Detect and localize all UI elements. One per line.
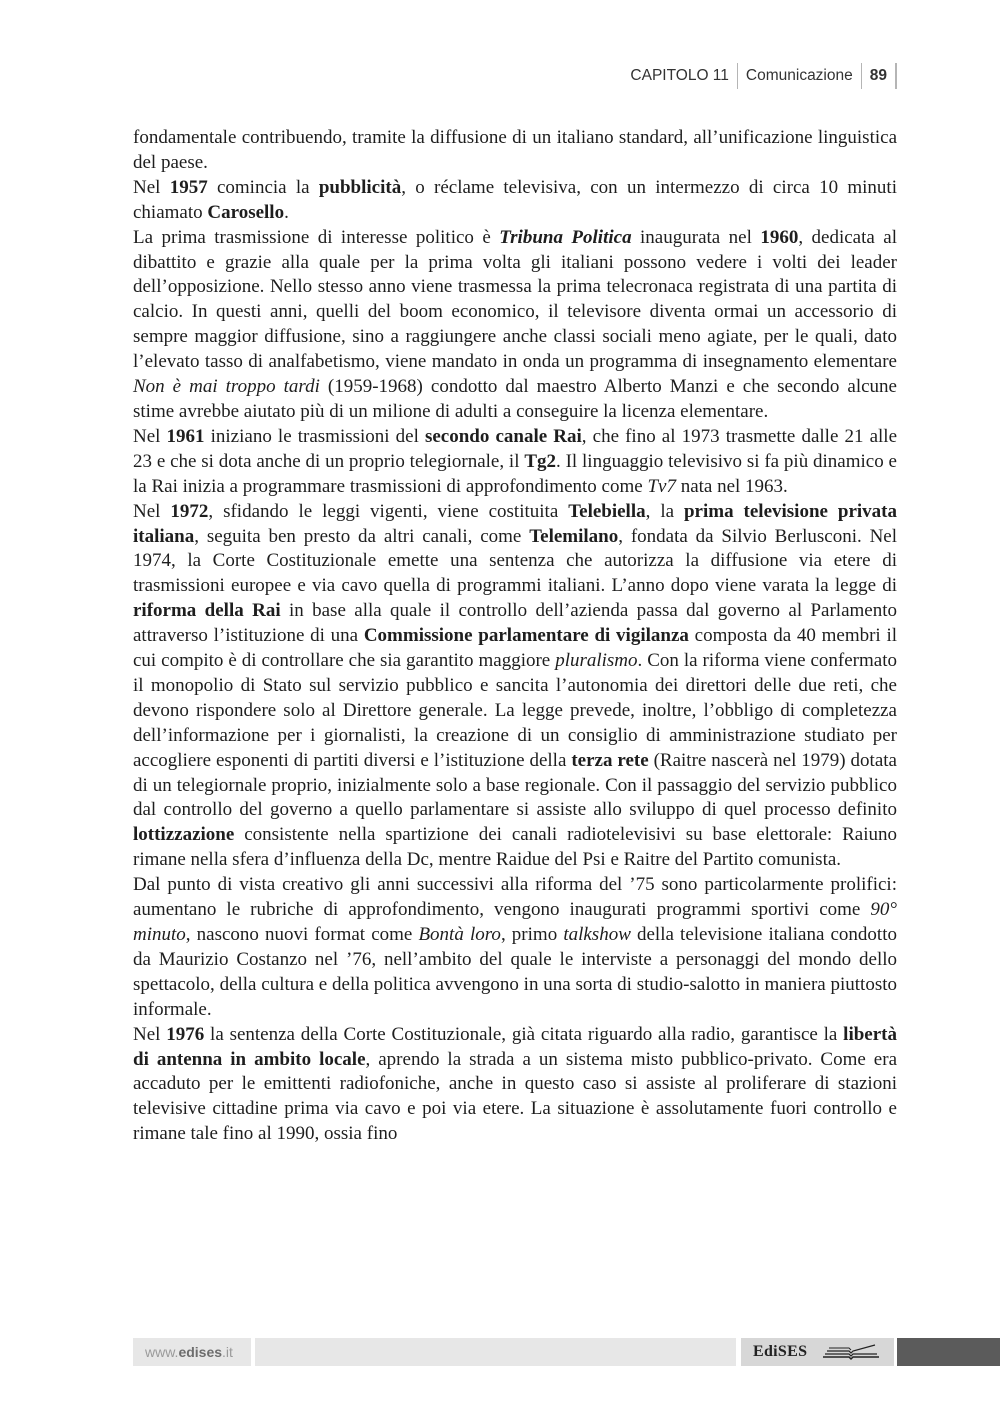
bold-text: pubblicità — [318, 176, 402, 198]
text-run: , fondata da Silvio Berlusconi. Nel 1974, la Corte Costituzionale emette una sentenza che autorizza la diffusione via etere di trasmissioni europee e via cavo quella di programmi italiani. L’anno dopo viene varata la legge di — [133, 525, 898, 597]
page-number: 89 — [869, 67, 887, 84]
chapter-label: CAPITOLO 11 — [630, 67, 729, 84]
publisher-name: EdiSES — [753, 1343, 808, 1360]
text-run: . Il linguaggio televisivo si fa più dinamico e la Rai inizia a programmare trasmissioni di approfondimento come — [133, 450, 897, 497]
text-run: Nel — [133, 425, 167, 447]
section-title: Comunicazione — [745, 67, 853, 84]
bold-text: 1972 — [170, 500, 209, 522]
bold-text: prima televisione privata italiana — [133, 500, 898, 547]
bold-text: Commissione parlamentare di vigilanza — [363, 625, 689, 647]
text-run: , primo — [500, 924, 564, 945]
text-run: (1959-1968) condotto dal maestro Alberto Manzi e che secondo alcune stime avrebbe aiutato più di un milione di adulti a conseguire la licenza elementare. — [133, 376, 897, 422]
italic-text: talkshow — [563, 924, 631, 945]
text-run: composta da 40 membri il cui compito è di controllare che sia garantito maggiore — [133, 625, 897, 672]
bold-text: Telemilano — [529, 525, 619, 547]
header-divider — [861, 63, 862, 89]
header-divider — [737, 63, 738, 89]
bold-text: libertà di antenna in ambito locale — [133, 1023, 897, 1070]
bold-text: terza rete — [571, 749, 649, 771]
text-run: la sentenza della Corte Costituzionale, già citata riguardo alla radio, garantisce la — [204, 1023, 844, 1045]
bold-text: 1961 — [166, 425, 205, 447]
text-run: (Raitre nascerà nel 1979) dotata di un telegiornale proprio, inizialmente solo a base regionale. Con il passaggio del servizio pubblico dal controllo del governo a quello parlamentare si assiste allo sviluppo di quel processo definito — [133, 749, 897, 821]
paragraph — [133, 425, 897, 500]
footer-dark-bar — [897, 1338, 1000, 1366]
italic-text: Non è mai troppo tardi — [133, 376, 320, 398]
running-header — [630, 63, 897, 89]
text-run: fondamentale contribuendo, tramite la diffusione di un italiano standard, all’unificazione linguistica del paese. — [133, 127, 897, 173]
url-prefix: www. — [145, 1344, 179, 1360]
text-run: , aprendo la strada a un sistema misto pubblico-privato. Come era accaduto per le emittenti radiofoniche, anche in questo caso si assiste al proliferare di stazioni televisive cittadine prima via cavo e poi via etere. La situazione è assolutamente fuori controllo e rimane tale fino al 1990, ossia fino — [133, 1048, 897, 1145]
text-run: Nel — [133, 500, 171, 522]
paragraph — [133, 500, 897, 874]
footer-bar — [255, 1338, 736, 1366]
url-suffix: .it — [222, 1344, 233, 1360]
paragraph — [133, 1023, 897, 1148]
text-run: consistente nella spartizione dei canali radiotelevisivi su base elettorale: Raiuno rimane nella sfera d’influenza della Dc, mentre Raidue del Psi e Raitre del Partito comunista. — [133, 824, 897, 871]
text-run: , la — [645, 500, 684, 522]
text-run: Nel — [133, 1023, 167, 1045]
text-run: , o réclame televisiva, con un intermezzo di circa 10 minuti chiamato — [133, 176, 897, 223]
paragraph — [133, 873, 897, 1022]
italic-text: Tv7 — [647, 475, 676, 497]
text-run: , che fino al 1973 trasmette dalle 21 alle 23 e che si dota anche di un proprio telegiornale, il — [133, 425, 897, 472]
text-run: in base alla quale il controllo dell’azienda passa dal governo al Parlamento attraverso l’istituzione di una — [133, 600, 898, 647]
text-run: , seguita ben presto da altri canali, come — [194, 525, 530, 547]
text-run: comincia la — [207, 176, 319, 198]
italic-text: Bontà loro — [418, 924, 501, 945]
bold-text: 1960 — [760, 226, 799, 248]
bold-text: 1976 — [166, 1023, 205, 1045]
bold-text: lottizzazione — [133, 824, 235, 846]
text-run: , nascono nuovi format come — [185, 924, 419, 945]
book-icon — [821, 1343, 881, 1361]
text-run: , sfidando le leggi vigenti, viene costituita — [208, 500, 569, 522]
paragraph — [133, 226, 897, 425]
text-run: La prima trasmissione di interesse politico è — [133, 226, 500, 248]
bold-text: Tg2 — [524, 450, 556, 472]
paragraph — [133, 126, 897, 176]
text-run: Nel — [133, 176, 170, 198]
text-run: nata nel 1963. — [675, 475, 788, 497]
bold-italic-text: Tribuna Politica — [499, 226, 632, 248]
text-run: Dal punto di vista creativo gli anni successivi alla riforma del ’75 sono particolarmente prolifici: aumentano le rubriche di approfondimento, vengono inaugurati programmi sportivi come — [133, 874, 897, 921]
header-end-bar — [895, 63, 897, 89]
bold-text: Telebiella — [568, 500, 646, 522]
italic-text: 90° minuto — [133, 899, 897, 945]
footer-website[interactable] — [133, 1338, 251, 1366]
bold-text: riforma della Rai — [133, 600, 281, 622]
text-run: della televisione italiana condotto da Maurizio Costanzo nel ’76, nell’ambito del quale le interviste a personaggi del mondo dello spettacolo, della cultura e della politica avvengono in una sorta di studio-salotto in maniera piuttosto informale. — [133, 924, 897, 1020]
text-run: . — [284, 201, 289, 223]
text-run: inaugurata nel — [631, 226, 761, 248]
url-brand: edises — [178, 1344, 223, 1360]
paragraph — [133, 176, 897, 226]
bold-text: secondo canale Rai — [424, 425, 582, 447]
italic-text: pluralismo — [555, 650, 638, 672]
bold-text: Carosello — [207, 201, 285, 223]
text-run: iniziano le trasmissioni del — [204, 425, 425, 447]
text-run: , dedicata al dibattito e grazie alla quale per la prima volta gli italiani possono vedere i volti dei leader dell’opposizione. Nello stesso anno viene trasmessa la prima telecronaca registrata di una partita di calcio. In questi anni, quelli del boom economico, il televisore diventa ormai un accessorio di sempre maggior diffusione, sino a raggiungere anche classi sociali meno agiate, per le quali, dato l’elevato tasso di analfabetismo, viene mandato in onda un programma di insegnamento elementare — [133, 226, 897, 373]
page-body — [133, 126, 897, 1147]
publisher-logo — [741, 1338, 894, 1366]
text-run: . Con la riforma viene confermato il monopolio di Stato sul servizio pubblico e sancita l’autonomia dei direttori delle due reti, che devono rispondere solo al Direttore generale. La legge prevede, inoltre, l’obbligo di completezza dell’informazione per i giornalisti, la creazione di un consiglio di amministrazione studiato per accogliere esponenti di partiti diversi e l’istituzione della — [133, 650, 897, 771]
bold-text: 1957 — [169, 176, 208, 198]
